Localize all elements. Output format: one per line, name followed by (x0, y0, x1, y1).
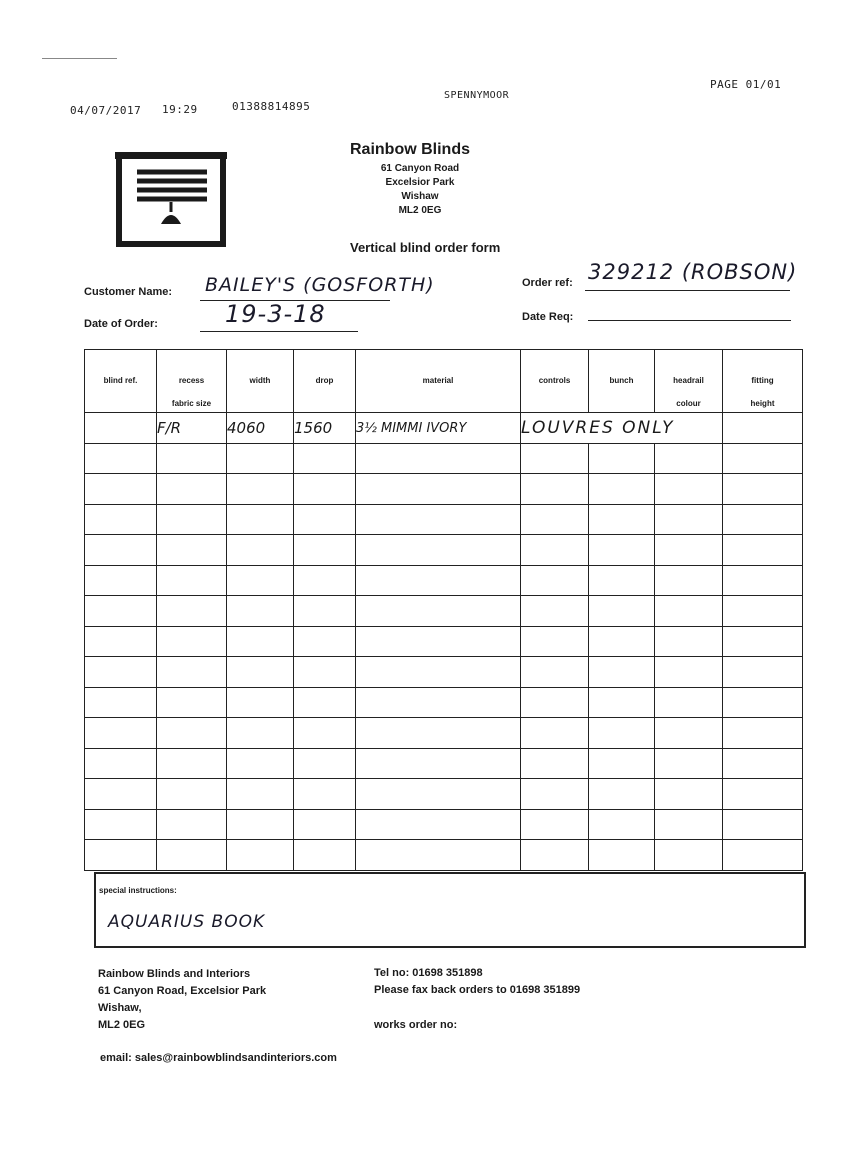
table-cell[interactable] (723, 748, 803, 779)
table-cell[interactable] (521, 535, 589, 566)
table-row (85, 748, 803, 779)
table-cell[interactable] (521, 748, 589, 779)
table-cell[interactable] (227, 504, 294, 535)
table-cell[interactable] (294, 748, 356, 779)
table-cell[interactable] (227, 718, 294, 749)
table-cell[interactable] (157, 840, 227, 871)
table-row (85, 840, 803, 871)
table-cell[interactable] (589, 504, 655, 535)
company-address-line: Excelsior Park (385, 177, 455, 188)
table-cell[interactable] (294, 413, 356, 444)
table-cell[interactable] (356, 596, 521, 627)
company-address-line: ML2 0EG (398, 205, 442, 216)
table-cell[interactable] (157, 779, 227, 810)
footer-company-line: Rainbow Blinds and Interiors (98, 968, 251, 980)
table-cell[interactable] (85, 596, 157, 627)
table-row (85, 596, 803, 627)
table-cell[interactable] (356, 474, 521, 505)
form-title: Vertical blind order form (350, 240, 501, 255)
table-cell[interactable] (227, 535, 294, 566)
table-cell[interactable] (655, 657, 723, 688)
customer-name-field[interactable]: BAILEY'S (GOSFORTH) (205, 274, 435, 296)
table-cell[interactable] (227, 596, 294, 627)
table-cell[interactable] (85, 474, 157, 505)
table-row (85, 779, 803, 810)
table-cell[interactable] (157, 718, 227, 749)
table-row (85, 504, 803, 535)
column-header: headrail colour (655, 350, 723, 413)
table-cell[interactable] (723, 779, 803, 810)
fax-sender: SPENNYMOOR (444, 90, 510, 101)
column-header: material (356, 350, 521, 413)
table-cell[interactable] (85, 779, 157, 810)
table-cell[interactable] (655, 596, 723, 627)
table-cell[interactable] (85, 718, 157, 749)
table-cell[interactable] (521, 443, 589, 474)
table-cell[interactable] (294, 840, 356, 871)
table-cell[interactable] (521, 596, 589, 627)
column-header: recess fabric size (157, 350, 227, 413)
footer-company-line: Wishaw, (98, 1002, 142, 1014)
table-cell[interactable] (294, 474, 356, 505)
table-cell[interactable] (589, 840, 655, 871)
table-cell[interactable] (521, 657, 589, 688)
company-logo-icon (115, 150, 230, 250)
table-cell[interactable] (723, 809, 803, 840)
column-header: fitting height (723, 350, 803, 413)
table-row (85, 809, 803, 840)
footer-company-line: ML2 0EG (98, 1019, 146, 1031)
table-cell[interactable] (157, 535, 227, 566)
footer-fax-back: Please fax back orders to 01698 351899 (374, 984, 581, 996)
table-cell[interactable] (356, 504, 521, 535)
table-cell[interactable] (589, 779, 655, 810)
date-req-underline (588, 320, 791, 321)
table-cell[interactable] (157, 809, 227, 840)
table-cell[interactable] (589, 474, 655, 505)
column-header: bunch (589, 350, 655, 413)
table-cell[interactable] (589, 443, 655, 474)
table-cell[interactable] (157, 504, 227, 535)
table-cell[interactable] (85, 748, 157, 779)
controls-value: LOUVRES ONLY (521, 417, 675, 438)
table-cell[interactable] (655, 565, 723, 596)
table-row (85, 443, 803, 474)
table-cell[interactable] (655, 840, 723, 871)
table-cell[interactable] (521, 687, 589, 718)
table-cell[interactable] (157, 626, 227, 657)
table-cell[interactable] (521, 718, 589, 749)
table-cell[interactable] (294, 626, 356, 657)
table-cell[interactable] (227, 840, 294, 871)
table-cell[interactable] (356, 718, 521, 749)
table-cell[interactable] (85, 443, 157, 474)
table-cell[interactable] (85, 657, 157, 688)
table-cell[interactable] (356, 779, 521, 810)
table-cell[interactable] (589, 535, 655, 566)
table-cell[interactable] (227, 626, 294, 657)
table-cell[interactable] (723, 504, 803, 535)
fax-time: 19:29 (162, 103, 198, 116)
date-of-order-underline (200, 331, 358, 332)
table-cell[interactable] (227, 687, 294, 718)
table-row (85, 626, 803, 657)
table-cell[interactable] (157, 657, 227, 688)
material-value: 3½ MIMMI IVORY (356, 421, 467, 437)
table-cell[interactable] (157, 596, 227, 627)
date-of-order-label: Date of Order: (84, 318, 158, 330)
company-name: Rainbow Blinds (350, 141, 470, 158)
order-table (84, 349, 803, 871)
table-cell[interactable] (589, 596, 655, 627)
table-cell[interactable] (85, 626, 157, 657)
footer-tel: Tel no: 01698 351898 (374, 967, 483, 979)
table-cell[interactable] (227, 657, 294, 688)
table-cell[interactable] (294, 596, 356, 627)
table-cell[interactable] (655, 535, 723, 566)
special-instructions-box[interactable] (94, 872, 806, 948)
table-cell[interactable] (655, 748, 723, 779)
table-cell[interactable] (356, 687, 521, 718)
table-cell[interactable] (589, 687, 655, 718)
table-cell[interactable] (589, 748, 655, 779)
table-cell[interactable] (294, 657, 356, 688)
table-cell[interactable] (85, 687, 157, 718)
table-cell[interactable] (521, 779, 589, 810)
table-row (85, 413, 803, 444)
table-cell[interactable] (294, 504, 356, 535)
recess-value: F/R (157, 418, 182, 437)
table-cell[interactable] (356, 840, 521, 871)
table-cell[interactable] (723, 535, 803, 566)
table-cell[interactable] (655, 809, 723, 840)
table-cell[interactable] (157, 474, 227, 505)
table-cell[interactable] (227, 565, 294, 596)
footer-company-line: 61 Canyon Road, Excelsior Park (98, 985, 267, 997)
date-of-order-field[interactable]: 19-3-18 (225, 300, 326, 328)
table-cell[interactable] (521, 474, 589, 505)
table-cell[interactable] (589, 718, 655, 749)
table-cell[interactable] (157, 687, 227, 718)
width-value: 4060 (227, 418, 266, 437)
table-cell[interactable] (85, 535, 157, 566)
table-header-row (85, 350, 803, 413)
table-cell[interactable] (294, 565, 356, 596)
order-ref-field[interactable]: 329212 (ROBSON) (588, 260, 798, 284)
table-cell[interactable] (589, 809, 655, 840)
table-cell[interactable] (157, 565, 227, 596)
company-address-line: Wishaw (401, 191, 439, 202)
table-row (85, 657, 803, 688)
drop-value: 1560 (294, 418, 333, 437)
table-cell[interactable] (723, 474, 803, 505)
special-instructions-label: special instructions: (99, 886, 177, 895)
table-cell[interactable] (227, 474, 294, 505)
table-cell[interactable] (356, 565, 521, 596)
table-cell[interactable] (294, 535, 356, 566)
table-cell[interactable] (356, 413, 521, 444)
table-cell[interactable] (655, 443, 723, 474)
table-cell[interactable] (723, 687, 803, 718)
column-header: width (227, 350, 294, 413)
fax-page: PAGE 01/01 (710, 78, 782, 91)
table-cell[interactable] (521, 565, 589, 596)
fax-date: 04/07/2017 (70, 104, 142, 117)
column-header: blind ref. (85, 350, 157, 413)
table-cell[interactable] (655, 626, 723, 657)
table-cell[interactable] (294, 443, 356, 474)
table-cell[interactable] (227, 779, 294, 810)
company-address-line: 61 Canyon Road (380, 163, 460, 174)
table-cell[interactable] (356, 657, 521, 688)
table-cell[interactable] (85, 809, 157, 840)
table-cell[interactable] (655, 687, 723, 718)
table-cell[interactable] (589, 657, 655, 688)
order-ref-underline (585, 290, 790, 291)
table-cell[interactable] (157, 413, 227, 444)
scan-mark (42, 58, 117, 59)
table-row (85, 687, 803, 718)
table-cell[interactable] (723, 596, 803, 627)
table-cell[interactable] (85, 840, 157, 871)
table-cell[interactable] (294, 779, 356, 810)
table-cell[interactable] (589, 626, 655, 657)
table-cell[interactable] (157, 748, 227, 779)
table-cell[interactable] (356, 748, 521, 779)
table-row (85, 535, 803, 566)
table-cell[interactable] (294, 687, 356, 718)
table-cell[interactable] (723, 657, 803, 688)
table-cell[interactable] (589, 565, 655, 596)
table-cell[interactable] (356, 443, 521, 474)
table-cell[interactable] (294, 809, 356, 840)
table-cell[interactable] (356, 626, 521, 657)
table-cell[interactable] (521, 413, 723, 444)
table-cell[interactable] (723, 443, 803, 474)
column-header: controls (521, 350, 589, 413)
table-cell[interactable] (521, 504, 589, 535)
table-cell[interactable] (356, 809, 521, 840)
customer-name-label: Customer Name: (84, 286, 173, 298)
table-cell[interactable] (655, 474, 723, 505)
table-cell[interactable] (227, 413, 294, 444)
table-cell[interactable] (294, 718, 356, 749)
table-cell[interactable] (521, 626, 589, 657)
table-cell[interactable] (521, 809, 589, 840)
date-req-label: Date Req: (522, 311, 574, 323)
table-cell[interactable] (227, 443, 294, 474)
company-address (360, 162, 480, 218)
table-cell[interactable] (157, 443, 227, 474)
table-cell[interactable] (85, 504, 157, 535)
table-cell[interactable] (723, 840, 803, 871)
table-row (85, 474, 803, 505)
table-row (85, 718, 803, 749)
table-cell[interactable] (85, 413, 157, 444)
table-cell[interactable] (655, 504, 723, 535)
works-order-label: works order no: (374, 1019, 458, 1031)
table-cell[interactable] (723, 626, 803, 657)
order-ref-label: Order ref: (522, 277, 573, 289)
special-instructions-value: AQUARIUS BOOK (108, 912, 266, 932)
table-cell[interactable] (655, 718, 723, 749)
table-cell[interactable] (227, 809, 294, 840)
footer-email[interactable]: email: sales@rainbowblindsandinteriors.com (100, 1052, 337, 1064)
column-header: drop (294, 350, 356, 413)
table-cell[interactable] (227, 748, 294, 779)
footer-company (98, 966, 266, 1034)
table-cell[interactable] (85, 565, 157, 596)
table-cell[interactable] (356, 535, 521, 566)
table-cell[interactable] (521, 840, 589, 871)
fax-number: 01388814895 (232, 100, 311, 113)
table-cell[interactable] (723, 413, 803, 444)
table-cell[interactable] (723, 718, 803, 749)
table-row (85, 565, 803, 596)
table-cell[interactable] (723, 565, 803, 596)
table-cell[interactable] (655, 779, 723, 810)
